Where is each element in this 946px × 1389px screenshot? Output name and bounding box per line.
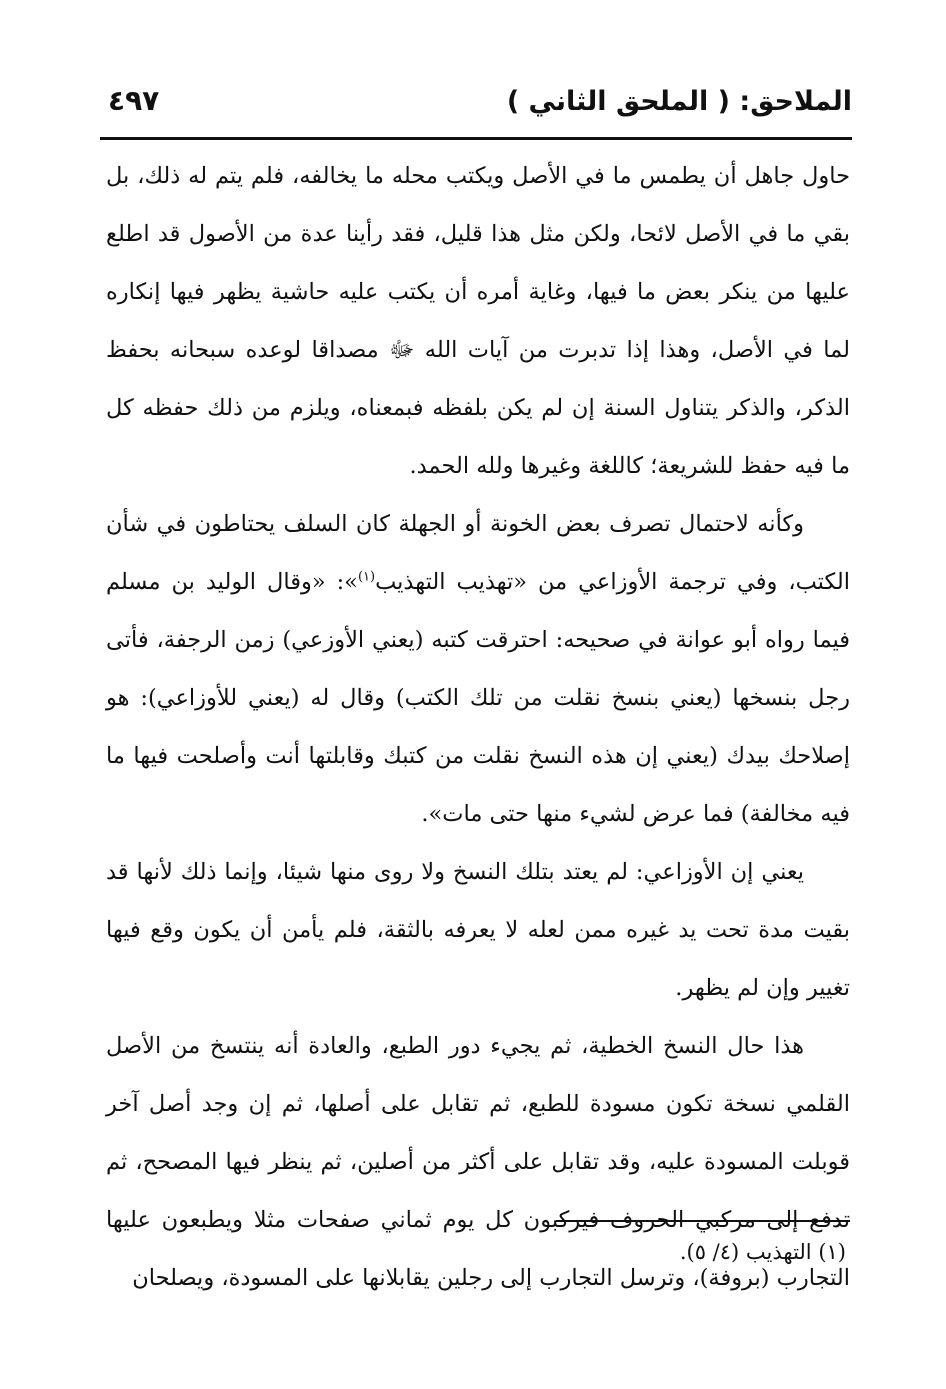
main-text	[106, 147, 850, 1307]
footnote: (١) التهذيب (٤/ ٥).	[679, 1240, 846, 1264]
paragraph-2	[106, 495, 850, 843]
footnote-reference[interactable]: (١)	[357, 569, 376, 585]
paragraph-3: يعني إن الأوزاعي: لم يعتد بتلك النسخ ولا روى منها شيئا، وإنما ذلك لأنها قد بقيت مدة تحت يد غيره ممن لعله لا يعرفه بالثقة، فلم يأمن أن يكون وقع فيها تغيير وإن لم يظهر.	[106, 859, 850, 1001]
page-number: ٤٩٧	[108, 84, 160, 117]
paragraph-4: هذا حال النسخ الخطية، ثم يجيء دور الطبع، والعادة أنه ينتسخ من الأصل القلمي نسخة تكون مسودة للطبع، ثم تقابل على أصلها، ثم إن وجد أصل آخر قوبلت المسودة عليه، وقد تقابل على أكثر من أصلين، ثم ينظر فيها المصحح، ثم تدفع إلى مركبي الحروف فيركبون كل يوم ثماني صفحات مثلا ويطبعون عليها التجارب (بروفة)، وترسل التجارب إلى رجلين يقابلانها على المسودة، ويصلحان	[106, 1033, 850, 1291]
paragraph-1: حاول جاهل أن يطمس ما في الأصل ويكتب محله ما يخالفه، فلم يتم له ذلك، بل بقي ما في الأصل لائحا، ولكن مثل هذا قليل، فقد رأينا عدة من الأصول قد اطلع عليها من ينكر بعض ما فيها، وغاية أمره أن يكتب عليه حاشية يظهر فيها إنكاره لما في الأصل، وهذا إذا تدبرت من آيات الله ﷻ مصداقا لوعده سبحانه بحفظ الذكر، والذكر يتناول السنة إن لم يكن بلفظه فبمعناه، ويلزم من ذلك حفظه كل ما فيه حفظ للشريعة؛ كاللغة وغيرها ولله الحمد.	[106, 163, 850, 479]
header-rule	[100, 137, 852, 140]
footnote-rule	[556, 1220, 850, 1222]
paragraph-2-quote: »: «وقال الوليد بن مسلم فيما رواه أبو عوانة في صحيحه: احترقت كتبه (يعني الأوزعي) زمن الرجفة، فأتى رجل بنسخها (يعني بنسخ نقلت من تلك الكتب) وقال له (يعني للأوزاعي): هو إصلاحك بيدك (يعني إن هذه النسخ نقلت من كتبك وقابلتها أنت وأصلحت فيها ما فيه مخالفة) فما عرض لشيء منها حتى مات».	[106, 569, 850, 827]
paragraph-2-text: وكأنه لاحتمال تصرف بعض الخونة أو الجهلة كان السلف يحتاطون في شأن الكتب، وفي ترجمة الأوزاعي من «تهذيب التهذيب	[106, 511, 851, 595]
running-header	[100, 80, 852, 130]
header-title: الملاحق: ( الملحق الثاني )	[506, 86, 852, 117]
